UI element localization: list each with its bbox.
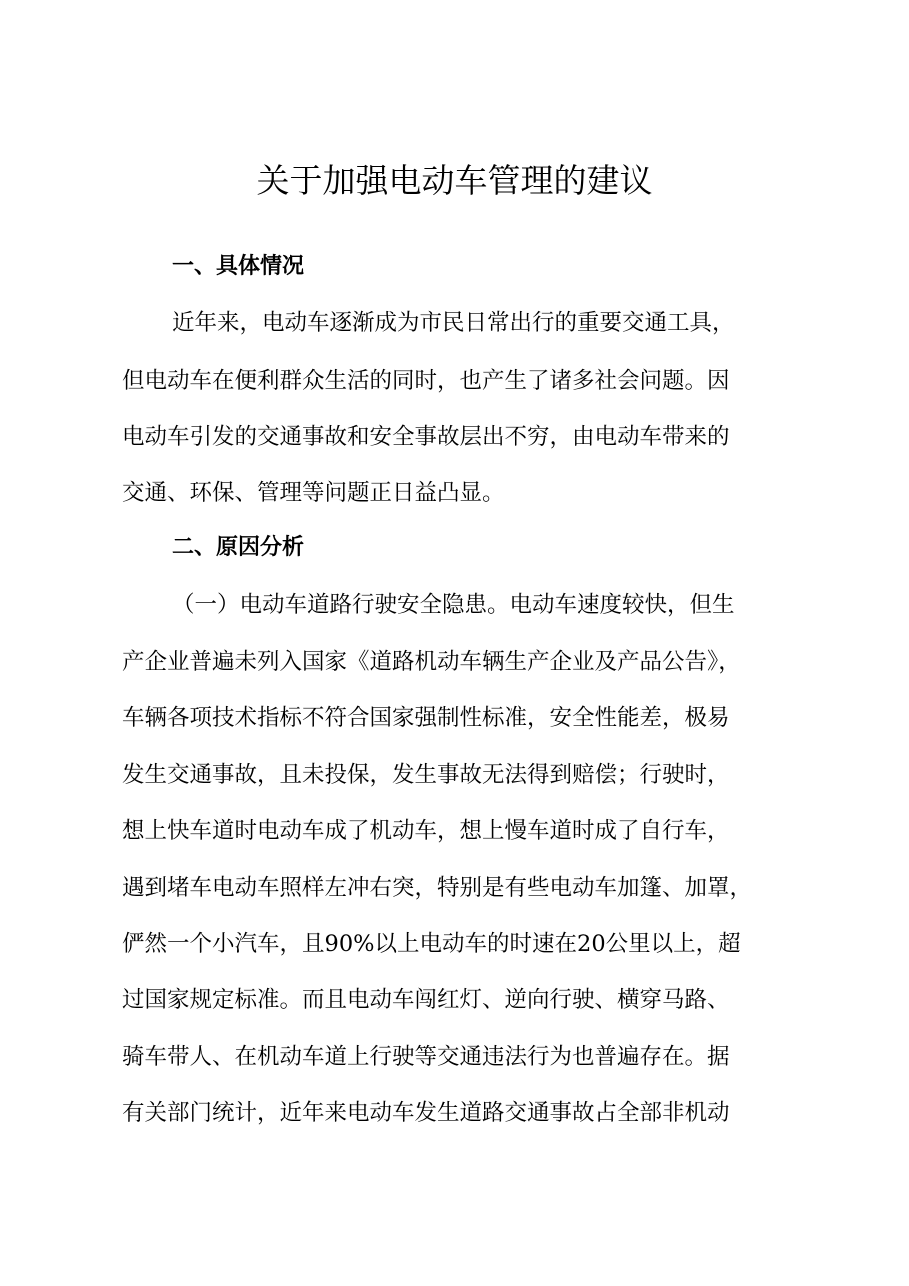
paragraph-line: 俨然一个小汽车，且90%以上电动车的时速在20公里以上，超 [122, 931, 741, 957]
paragraph-line: 产企业普遍未列入国家《道路机动车辆生产企业及产品公告》， [122, 649, 741, 675]
paragraph-line: （一）电动车道路行驶安全隐患。电动车速度较快，但生 [172, 592, 735, 618]
paragraph-line: 车辆各项技术指标不符合国家强制性标准，安全性能差，极易 [122, 705, 730, 731]
paragraph-line: 交通、环保、管理等问题正日益凸显。 [122, 480, 505, 506]
section-heading-cause-analysis: 二、原因分析 [172, 535, 305, 560]
paragraph-line: 遇到堵车电动车照样左冲右突，特别是有些电动车加篷、加罩， [122, 875, 753, 901]
paragraph-line: 但电动车在便利群众生活的同时，也产生了诸多社会问题。因 [122, 368, 730, 394]
paragraph-line: 电动车引发的交通事故和安全事故层出不穷，由电动车带来的 [122, 424, 730, 450]
section-heading-situation: 一、具体情况 [172, 254, 305, 279]
paragraph-line: 过国家规定标准。而且电动车闯红灯、逆向行驶、横穿马路、 [122, 987, 730, 1013]
paragraph-line: 近年来，电动车逐渐成为市民日常出行的重要交通工具， [172, 310, 735, 336]
paragraph-line: 有关部门统计，近年来电动车发生道路交通事故占全部非机动 [122, 1100, 730, 1126]
paragraph-line: 发生交通事故，且未投保，发生事故无法得到赔偿；行驶时， [122, 762, 730, 788]
paragraph-line: 想上快车道时电动车成了机动车，想上慢车道时成了自行车， [122, 818, 730, 844]
paragraph-line: 骑车带人、在机动车道上行驶等交通违法行为也普遍存在。据 [122, 1044, 730, 1070]
document-title: 关于加强电动车管理的建议 [256, 161, 653, 200]
